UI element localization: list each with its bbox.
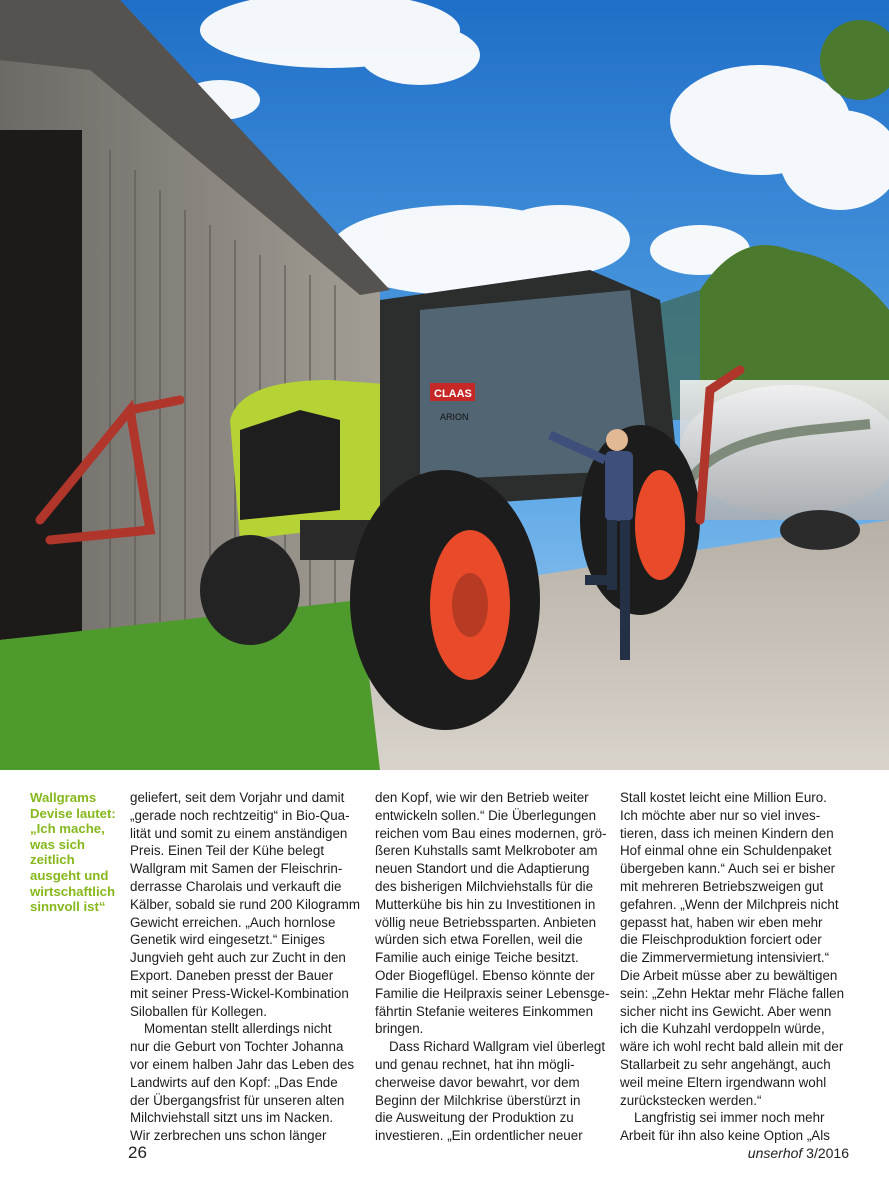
text-line: Preis. Einen Teil der Kühe belegt (130, 843, 325, 859)
text-line: Familie die Heilpraxis seiner Lebensge- (375, 985, 610, 1001)
text-line: Jungvieh geht auch zur Zucht in den (130, 950, 346, 966)
pull-quote-line: was sich (30, 836, 85, 852)
text-line: Stallarbeit zu sehr angehängt, auch (620, 1056, 831, 1072)
text-line: „gerade noch rechtzeitig“ in Bio-Qua- (130, 807, 350, 823)
text-column-2 (375, 789, 610, 1145)
text-line: Export. Daneben presst der Bauer (130, 967, 334, 983)
text-line: Momentan stellt allerdings nicht (144, 1021, 332, 1037)
pull-quote-line: zeitlich (30, 852, 75, 868)
text-line: gefahren. „Wenn der Milchpreis nicht (620, 896, 839, 912)
text-line: gepasst hat, haben wir eben mehr (620, 914, 823, 930)
pull-quote-line: Devise lautet: (30, 805, 116, 821)
svg-text:CLAAS: CLAAS (434, 388, 472, 400)
text-line: zurückstecken werden.“ (620, 1092, 762, 1108)
text-line: Wallgram mit Samen der Fleischrin- (130, 861, 343, 877)
text-line: Die Arbeit müsse aber zu bewältigen (620, 967, 838, 983)
text-line: Siloballen für Kollegen. (130, 1003, 267, 1019)
text-line: die Zimmervermietung intensiviert.“ (620, 950, 830, 966)
text-line: Familie auch einige Teiche besitzt. (375, 950, 579, 966)
text-column-1 (130, 789, 361, 1145)
text-line: Mutterkühe bis hin zu Investitionen in (375, 896, 596, 912)
text-line: derrasse Charolais und verkauft die (130, 878, 342, 894)
text-column-3 (620, 789, 860, 1145)
text-line: Beginn der Milchkrise überstürzt in (375, 1092, 581, 1108)
text-line: die Fleischproduktion forciert oder (620, 932, 822, 948)
text-line: völlig neue Betriebssparten. Anbieten (375, 914, 597, 930)
text-line: Genetik wird eingesetzt.“ Einiges (130, 932, 326, 948)
text-line: der Übergangsfrist für unseren alten (130, 1092, 345, 1108)
text-line: würden sich etwa Forellen, weil die (375, 932, 583, 948)
text-line: geliefert, seit dem Vorjahr und damit (130, 790, 345, 805)
text-line: ich die Kuhzahl verdoppeln würde, (620, 1021, 825, 1037)
text-line: neuen Standort und die Adaptierung (375, 861, 590, 877)
text-line: investieren. „Ein ordentlicher neuer (375, 1128, 583, 1144)
pull-quote-line: Wallgrams (30, 790, 97, 805)
text-line: lität und somit zu einem anständigen (130, 825, 348, 841)
text-line: cherweise davor bewahrt, vor dem (375, 1074, 580, 1090)
svg-text:ARION: ARION (440, 412, 469, 422)
text-line: übergeben kann.“ Auch sei er bisher (620, 861, 836, 877)
text-line: tieren, dass ich meinen Kindern den (620, 825, 834, 841)
pull-quote-line: sinnvoll ist“ (30, 899, 106, 915)
text-line: den Kopf, wie wir den Betrieb weiter (375, 790, 589, 805)
text-line: Oder Biogeflügel. Ebenso könnte der (375, 967, 595, 983)
text-line: Gewicht erreichen. „Auch hornlose (130, 914, 336, 930)
text-line: sicher nicht ins Gewicht. Aber wenn (620, 1003, 832, 1019)
text-line: Wir zerbrechen uns schon länger (130, 1128, 327, 1144)
text-line: reichen vom Bau eines modernen, grö- (375, 825, 607, 841)
text-line: Stall kostet leicht eine Million Euro. (620, 790, 827, 805)
text-line: Ich möchte aber nur so viel inves- (620, 807, 821, 823)
text-line: wäre ich wohl recht bald allein mit der (620, 1039, 844, 1055)
text-line: und genau rechnet, hat ihn mögli- (375, 1056, 575, 1072)
text-line: fährtin Stefanie weiteres Einkommen (375, 1003, 594, 1019)
text-line: die Ausweitung der Produktion zu (375, 1110, 574, 1126)
text-line: Kälber, sobald sie rund 200 Kilogramm (130, 896, 361, 912)
magazine-name: unserhof (747, 1145, 803, 1161)
page-number: 26 (128, 1143, 147, 1162)
magazine-issue (748, 1145, 849, 1161)
text-line: des bisherigen Milchviehstalls für die (375, 878, 594, 894)
text-line: weil meine Eltern irgendwann wohl (620, 1074, 827, 1090)
text-line: sein: „Zehn Hektar mehr Fläche fallen (620, 985, 845, 1001)
text-line: ßeren Kuhstalls samt Melkroboter am (375, 843, 598, 859)
text-line: mit mehreren Betriebszweigen gut (620, 878, 824, 894)
pull-quote-line: wirtschaftlich (30, 883, 116, 899)
pull-quote (30, 790, 122, 915)
text-line: bringen. (375, 1021, 424, 1037)
text-line: Hof einmal ohne ein Schuldenpaket (620, 843, 832, 859)
issue-number: 3/2016 (806, 1145, 849, 1161)
text-line: mit seiner Press-Wickel-Kombination (130, 985, 349, 1001)
text-line: Landwirts auf den Kopf: „Das Ende (130, 1074, 338, 1090)
text-line: Milchviehstall sitzt uns im Nacken. (130, 1110, 334, 1126)
text-line: vor einem halben Jahr das Leben des (130, 1056, 355, 1072)
text-line: Arbeit für ihn also keine Option „Als (620, 1128, 830, 1144)
pull-quote-line: „Ich mache, (30, 821, 105, 837)
text-line: Langfristig sei immer noch mehr (634, 1110, 825, 1126)
text-line: nur die Geburt von Tochter Johanna (130, 1039, 344, 1055)
text-line: Dass Richard Wallgram viel überlegt (389, 1039, 606, 1055)
pull-quote-line: ausgeht und (30, 867, 109, 883)
text-line: entwickeln sollen.“ Die Überlegungen (375, 807, 597, 823)
